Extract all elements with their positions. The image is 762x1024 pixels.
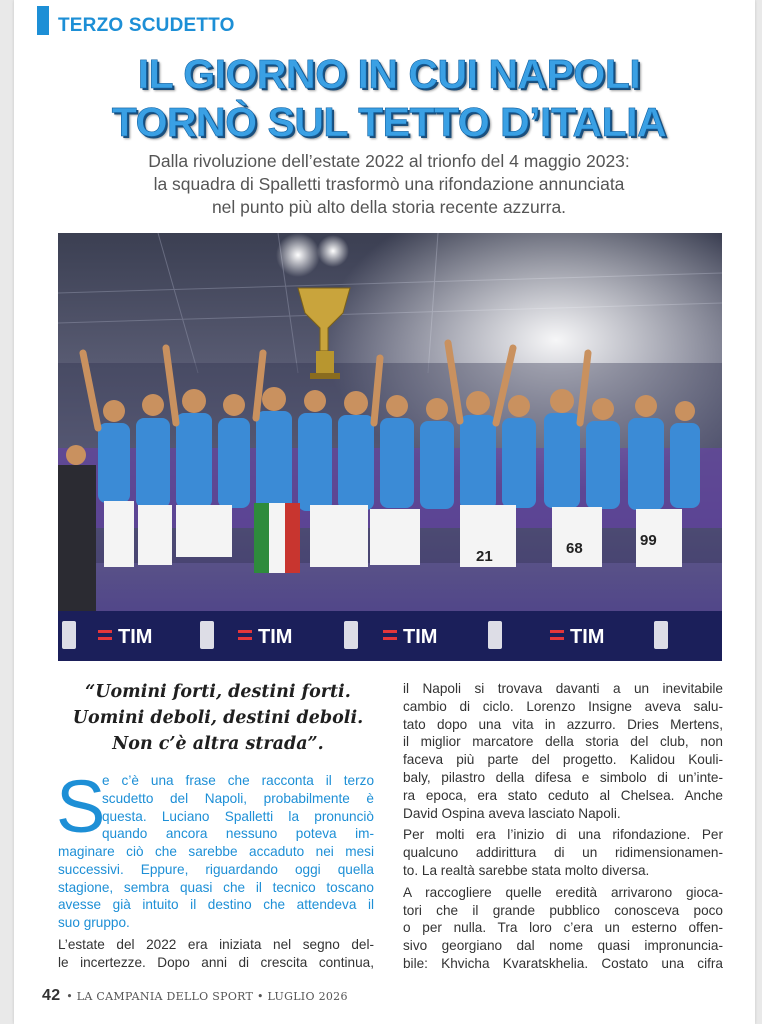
body-line: o per nulla. Tra loro c’era un esterno offen- (403, 920, 723, 936)
sponsor-board-3: TIM (403, 626, 438, 648)
lead-line: suo gruppo. (58, 915, 130, 931)
body-line: David Ospina aveva lasciato Napoli. (403, 805, 621, 821)
paragraph (403, 826, 723, 879)
page-number: 42 (42, 987, 61, 1004)
subheadline (74, 150, 704, 219)
sponsor-board-2: TIM (258, 626, 293, 648)
shirt-number-68: 68 (566, 540, 583, 557)
body-line: il miglior marcatore della storia del club, non (403, 734, 723, 750)
shirt-number-99: 99 (640, 532, 657, 549)
body-line: tato dopo una vita in azzurro. Dries Mertens, (403, 716, 723, 732)
body-line: bile: Khvicha Kvaratskhelia. Costato una cifra (403, 955, 723, 971)
lead-line: successivi. Eppure, riguardando oggi quella (58, 861, 374, 877)
body-line: baly, pilastro della difesa e simbolo di un’inte- (403, 769, 723, 785)
lead-line: questa. Luciano Spalletti la pronunciò (102, 808, 374, 824)
photo-illustration (58, 233, 722, 661)
body-line: faceva più parte del progetto. Kalidou Kouli- (403, 752, 723, 768)
body-line: A raccogliere quelle eredità arrivarono gioca- (403, 884, 723, 900)
body-line: il Napoli si trovava davanti a un inevitabile (403, 681, 723, 696)
lead-line: e c’è una frase che racconta il terzo (102, 773, 374, 788)
paragraph (403, 680, 723, 822)
lead-line: maginare ciò che sarebbe accaduto nei mesi (58, 844, 374, 859)
body-line: le incertezze. Dopo anni di crescita continua, (58, 954, 374, 970)
headline-line-2: TORNÒ SUL TETTO D’ITALIA (111, 99, 667, 145)
lead-line: quando ancora nessuno poteva im- (102, 826, 374, 842)
magazine-page (14, 0, 755, 1024)
lead-line: scudetto del Napoli, probabilmente è (102, 790, 374, 806)
drop-cap: S (56, 765, 106, 848)
paragraph (403, 884, 723, 973)
sponsor-board-4: TIM (570, 626, 605, 648)
lead-paragraph (58, 843, 374, 972)
article-column-2 (403, 680, 723, 977)
section-accent-bar (37, 6, 49, 35)
team-celebration-photo (58, 233, 722, 661)
quote-line-2: Uomini deboli, destini deboli. (72, 708, 364, 728)
body-line: L’estate del 2022 era iniziata nel segno del- (58, 936, 374, 952)
headline-line-1: IL GIORNO IN CUI NAPOLI (137, 51, 641, 97)
body-line: cambio di ciclo. Lorenzo Insigne aveva salu- (403, 698, 723, 714)
lead-line: avesse già intuito il destino che attendeva il (58, 897, 374, 913)
subhead-line-2: la squadra di Spalletti trasformò una rifondazione annunciata (153, 174, 625, 194)
body-line: ra epoca, era stato ceduto al Chelsea. Anche (403, 787, 723, 803)
body-line: sivo georgiano dal nome quasi impronuncia- (403, 938, 723, 954)
headline (44, 50, 734, 146)
body-line: qualcuno addirittura di un ridimensionamen- (403, 845, 723, 861)
section-label: TERZO SCUDETTO (58, 15, 235, 36)
subhead-line-1: Dalla rivoluzione dell’estate 2022 al trionfo del 4 maggio 2023: (148, 151, 630, 171)
publication-line: • LA CAMPANIA DELLO SPORT • LUGLIO 2026 (66, 990, 348, 1003)
subhead-line-3: nel punto più alto della storia recente azzurra. (211, 197, 567, 217)
lead-line: stagione, sembra quasi che il tecnico toscano (58, 879, 374, 895)
drop-cap-container (56, 765, 106, 848)
page-footer (42, 987, 348, 1005)
body-line: tori che il grande pubblico conosceva poco (403, 902, 723, 918)
shirt-number-21: 21 (476, 548, 493, 565)
body-line: Per molti era l’inizio di una rifondazione. Per (403, 827, 723, 843)
quote-line-3: Non c’è altra strada”. (112, 734, 324, 754)
sponsor-board-1: TIM (118, 626, 153, 648)
pull-quote (58, 679, 378, 757)
quote-line-1: “Uomini forti, destini forti. (85, 682, 351, 702)
body-line: to. La realtà sarebbe stata molto diversa. (403, 862, 650, 878)
lead-paragraph-indented (102, 772, 374, 843)
